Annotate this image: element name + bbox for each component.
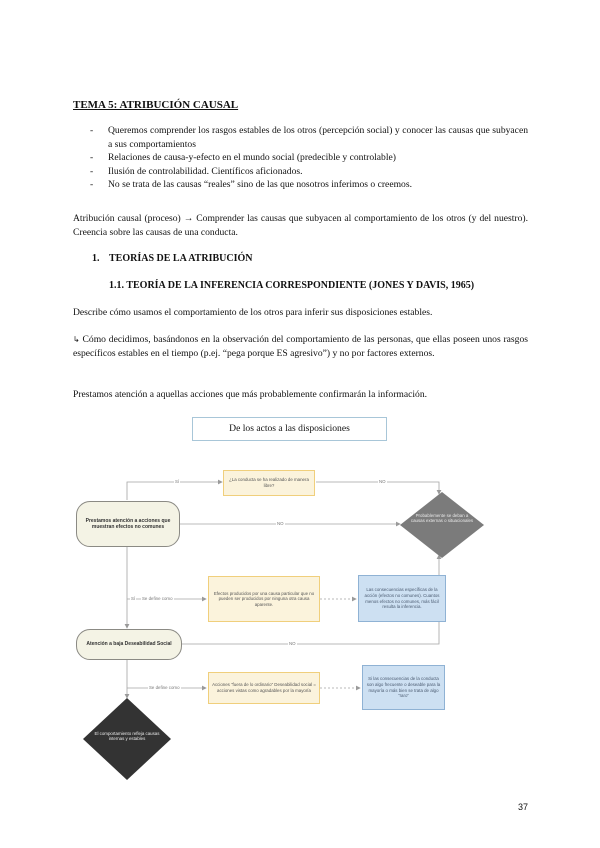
uncommon-effects-definition: Efectos producidos por una causa particular que no pueden ser producidos por ninguna otra causa aparente. (208, 576, 320, 622)
external-causes-diamond (400, 492, 484, 558)
defined-as-label: Se define como (149, 685, 180, 690)
page-number: 37 (517, 802, 528, 812)
bullet-list (88, 124, 528, 192)
section-number: 1. (92, 253, 100, 264)
no-label: NO (277, 521, 284, 526)
bullet-item: - Relaciones de causa-y-efecto en el mundo social (predecible y controlable) (88, 151, 528, 165)
section-title: TEORÍAS DE LA ATRIBUCIÓN (109, 253, 253, 264)
social-desirability-definition: Acciones “fuera de lo ordinario” Deseabilidad social = acciones vistas como agradables por la mayoría (208, 672, 320, 704)
bullet-item: - Ilusión de controlabilidad. Científicos aficionados. (88, 165, 528, 179)
how-paragraph (73, 333, 528, 360)
yes-label: Sí (131, 596, 136, 601)
corner-arrow-icon: ↳ (73, 335, 80, 344)
free-conduct-question-box: ¿La conducta se ha realizado de manera libre? (223, 470, 315, 496)
bullet-item: - Queremos comprender los rasgos estables de los otros (percepción social) y conocer las causas que subyacen a sus comportamientos (88, 124, 528, 151)
external-causes-text: Probablemente se deban a causas externas o situacionales (410, 513, 474, 524)
bullet-item: - No se trata de las causas “reales” sino de las que nosotros inferimos o creemos. (88, 178, 528, 192)
uncommon-effects-note: Las consecuencias específicas de la acción (efectos no comunes). Cuantos menos efectos no comunes, más fácil resulta la inferencia. (358, 575, 446, 622)
social-desirability-note: Si las consecuencias de la conducta son algo frecuente o deseable para la mayoría o más bien se trata de algo “raro” (362, 665, 445, 710)
describe-paragraph: Describe cómo usamos el comportamiento de los otros para inferir sus disposiciones estables. (73, 307, 433, 318)
no-label: NO (289, 641, 296, 646)
defined-as-label: Se define como (142, 596, 173, 601)
no-label: NO (379, 479, 386, 484)
page-title: TEMA 5: ATRIBUCIÓN CAUSAL (73, 99, 239, 111)
how-paragraph-text: Cómo decidimos, basándonos en la observación del comportamiento de las personas, que ellas poseen unos rasgos específicos estables en el tiempo (p.ej. “pega porque ES agresivo”) y no por factores externos. (73, 334, 528, 359)
yes-label: Sí (175, 479, 180, 484)
internal-causes-text: El comportamiento refleja causas internas y estables (94, 731, 160, 742)
diagram-title: De los actos a las disposiciones (192, 417, 387, 441)
start-node: Prestamos atención a acciones que muestran efectos no comunes (76, 501, 180, 547)
flowchart (76, 452, 526, 782)
section-heading (92, 253, 252, 264)
attention-paragraph: Prestamos atención a aquellas acciones que más probablemente confirmarán la información. (73, 389, 428, 400)
subsection-heading: 1.1. TEORÍA DE LA INFERENCIA CORRESPONDIENTE (JONES Y DAVIS, 1965) (109, 280, 475, 291)
low-desirability-node: Atención a baja Deseabilidad Social (76, 629, 182, 660)
intro-paragraph: Atribución causal (proceso) → Comprender las causas que subyacen al comportamiento de los otros (y del nuestro). Creencia sobre las causas de una conducta. (73, 213, 528, 238)
